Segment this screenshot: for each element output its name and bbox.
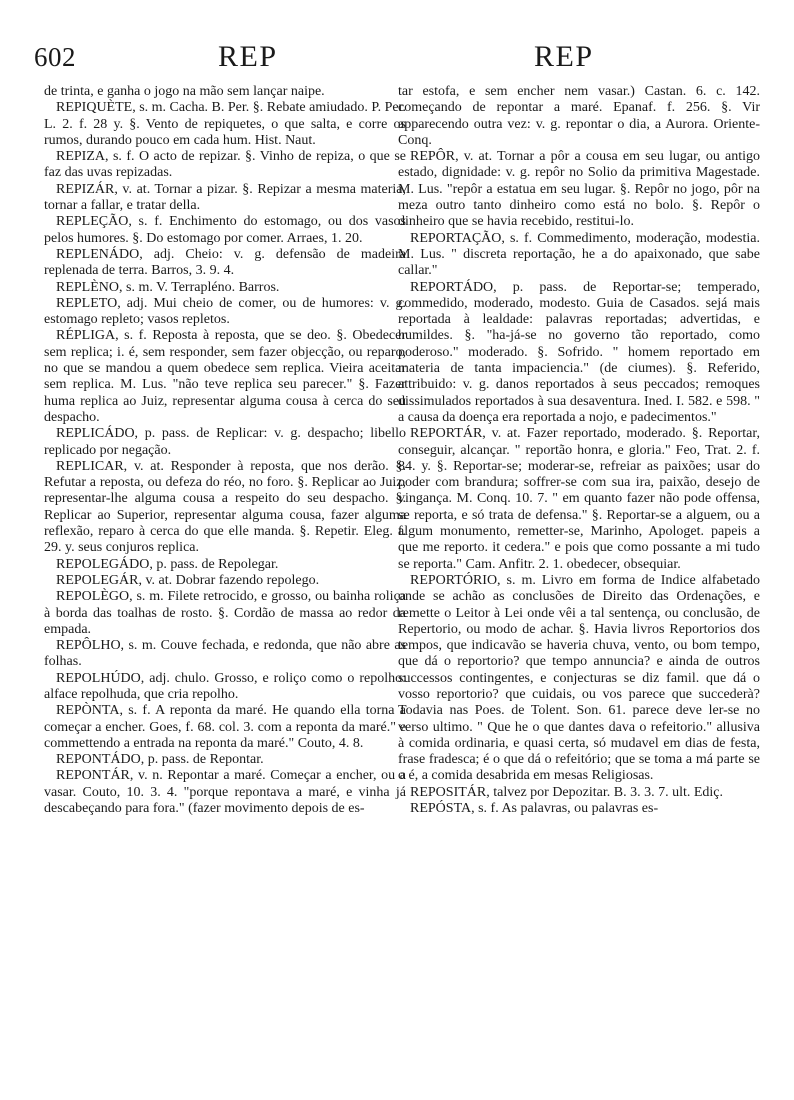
entry-paragraph: REPIZÁR, v. at. Tornar a pizar. §. Repizar a mesma materia, tornar a fallar, e tratar della. bbox=[44, 181, 406, 214]
entry-paragraph: REPOSITÁR, talvez por Depozitar. B. 3. 3. 7. ult. Ediç. bbox=[410, 784, 724, 800]
entry-paragraph: REPÔLHO, s. m. Couve fechada, e redonda, que não abre as folhas. bbox=[44, 638, 406, 670]
entry-paragraph: REPÒNTA, s. f. A reponta da maré. He quando ella torna a começar a encher. Goes, f. 68. col. 3. com a reponta da maré." e commettendo a entrada na reponta da maré." Couto, 4. 8. bbox=[44, 703, 406, 751]
entry-paragraph: tar estofa, e sem encher nem vasar.) Castan. 6. c. 142. começando de repontar a maré. Epanaf. f. 256. §. Vir apparecendo outra vez: v. g. repontar o dia, a Aurora. Oriente-Conq. bbox=[398, 84, 760, 148]
entry-paragraph: REPONTÁR, v. n. Repontar a maré. Começar a encher, ou a vasar. Couto, 10. 3. 4. "porque repontava a maré, e vinha já descabeçando para fora." (fazer movimento depois de es- bbox=[44, 768, 406, 817]
entry-paragraph: REPLETO, adj. Mui cheio de comer, ou de humores: v. g. estomago repleto; vasos repletos. bbox=[44, 295, 406, 328]
entry-paragraph: REPIQUÈTE, s. m. Cacha. B. Per. §. Rebate amiudado. P. Per. L. 2. f. 28 y. §. Vento de repiquetes, o que salta, e corre os rumos, durando pouco em cada hum. Hist. Naut. bbox=[44, 100, 406, 148]
entry-paragraph: REPIZA, s. f. O acto de repizar. §. Vinho de repiza, o que se faz das uvas repizadas. bbox=[44, 149, 406, 181]
page-number: 602 bbox=[34, 42, 76, 72]
entry-paragraph: REPOLEGÁDO, p. pass. de Repolegar. bbox=[56, 556, 279, 572]
entry-paragraph: de trinta, e ganha o jogo na mão sem lançar naipe. bbox=[44, 84, 325, 99]
entry-paragraph: REPLEÇÃO, s. f. Enchimento do estomago, ou dos vasos pelos humores. §. Do estomago por comer. Arraes, 1. 20. bbox=[44, 214, 406, 246]
running-head-right: REP bbox=[534, 40, 594, 73]
left-column bbox=[44, 84, 406, 1084]
entry-paragraph: REPLICÁDO, p. pass. de Replicar: v. g. despacho; libello replicado por negação. bbox=[44, 426, 406, 458]
entry-paragraph: REPÔR, v. at. Tornar a pôr a cousa em seu lugar, ou antigo estado, dignidade: v. g. repôr no Solio da primitiva Magestade. M. Lus. "repôr a estatua em seu lugar. §. Repôr no jogo, pôr na meza outro tanto dinheiro como está no bolo. §. Repôr o dinheiro que se havia recebido, restitui-lo. bbox=[398, 149, 760, 230]
entry-paragraph: REPORTÁDO, p. pass. de Reportar-se; temperado, commedido, moderado, modesto. Guia de Casados. sejá mais reportada à lealdade: palavras reportadas; advertidas, e humildes. §. "ha-já-se no governo tão reportado, como poderoso." moderado. §. Sofrido. " homem reportado em materia de tanta impaciencia." (de ciumes). §. Referido, attribuido: v. g. danos reportados à seus peccados; remoques dissimulados reportados à sua desaventura. Ined. I. 582. e 598. " a causa da doença era reportada a nojo, e padecimentos." bbox=[398, 279, 760, 425]
right-column bbox=[398, 84, 760, 1084]
entry-paragraph: RÉPLIGA, s. f. Reposta à reposta, que se deo. §. Obedecer sem replica; i. é, sem responder, sem fazer objecção, ou reparo, no que se mandou a quem obedece sem replica. Vieira aceitar sem replica. M. Lus. "não teve replica seu parecer." §. Fazer huma replica ao Juiz, representar alguma cousa à cerca do seu despacho. bbox=[44, 328, 406, 425]
entry-paragraph: REPORTÓRIO, s. m. Livro em forma de Indice alfabetado onde se achão as conclusões de Direito das Ordenações, e remette o Leitor à Lei onde vêi a tal sentença, ou conclusão, de Repertorio, ou modo de achar. §. Havia livros Reportorios dos tempos, que indicavão se haveria chuva, vento, ou bom tempo, que dá o reportorio? que tempo annuncia? e ainda de outros successos contingentes, e conjecturas se diz famil. que dá o vosso reportorio? que cuidais, ou vos parece que succederà? Todavia nas Poes. de Tolent. Son. 61. parece deve ler-se no verso ultimo. " Que he o que dantes dava o refeitorio." allusiva à comida ordinaria, e quasi certa, só mudavel em dias de festa, frase fradesca; é o que dá o refeitório; que se toma a má parte se o é, a comida desabrida em mesas Religiosas. bbox=[398, 572, 760, 784]
entry-paragraph: REPOLÈGO, s. m. Filete retrocido, e grosso, ou bainha roliça à borda das toalhas de rosto. §. Cordão de massa ao redor da empada. bbox=[44, 589, 406, 637]
entry-paragraph: REPOLHÚDO, adj. chulo. Grosso, e roliço como o repolho: alface repolhuda, que cria repolho. bbox=[44, 670, 406, 702]
running-head-left: REP bbox=[218, 40, 278, 73]
entry-paragraph: REPORTÁR, v. at. Fazer reportado, moderado. §. Reportar, conseguir, alcançar. " reportão honra, e gloria." Feo, Trat. 2. f. 84. y. §. Reportar-se; moderar-se, refreiar as paixões; usar do poder com brandura; soffrer-se com sua ira, paixão, desejo de vingança. M. Conq. 10. 7. " em quanto fazer não pode offensa, se reporta, e só trata de defensa." §. Reportar-se a alguem, ou a algum monumento, remetter-se, Marinho, Apologet. papeis a que me reporto. it cedera." e pois que como possante a mi tudo se reporta." Cam. Anfitr. 2. 1. obedecer, obsequiar. bbox=[398, 426, 760, 572]
entry-paragraph: REPLICAR, v. at. Responder à reposta, que nos derão. §. Refutar a reposta, ou defeza do réo, no foro. §. Replicar ao Juiz, representar-lhe alguma cousa a respeito do seu despacho. §. Replicar ao Superior, representar alguma cousa, fazer alguma reflexão, reparo à cerca do que elle manda. §. Repetir. Eleg. f. 29. y. seus conjuros replica. bbox=[44, 458, 406, 556]
entry-paragraph: REPLÈNO, s. m. V. Terrapléno. Barros. bbox=[56, 279, 280, 295]
entry-paragraph: REPLENÁDO, adj. Cheio: v. g. defensão de madeira replenada de terra. Barros, 3. 9. 4. bbox=[44, 246, 406, 279]
entry-paragraph: REPOLEGÁR, v. at. Dobrar fazendo repolego. bbox=[56, 572, 320, 588]
entry-paragraph: REPÓSTA, s. f. As palavras, ou palavras es- bbox=[410, 801, 659, 817]
entry-paragraph: REPORTAÇÃO, s. f. Commedimento, moderação, modestia. M. Lus. " discreta reportação, he a do apaixonado, que sabe callar." bbox=[398, 230, 760, 279]
entry-paragraph: REPONTÁDO, p. pass. de Repontar. bbox=[56, 752, 264, 768]
